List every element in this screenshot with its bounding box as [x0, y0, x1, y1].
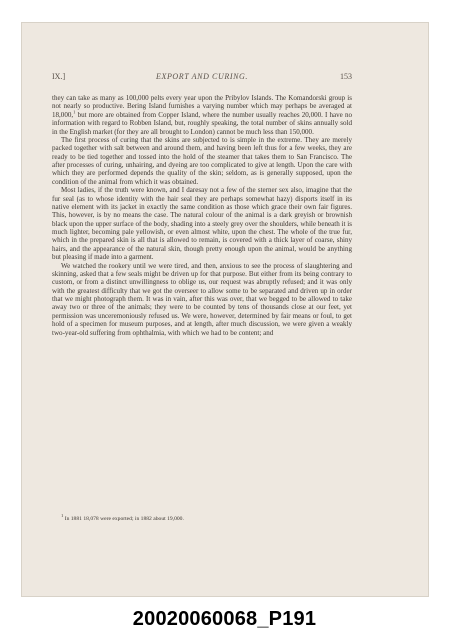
paragraph-3: Most ladies, if the truth were known, and I daresay not a few of the sterner sex also, imagine that the fur seal (as to whose identity with the hair seal they are perhaps somewhat hazy) disports itself in its native element with its jacket in exactly the same condition as those which grace their own fair figures. This, however, is by no means the case. The natural colour of the animal is a dark greyish or brownish black upon the upper surface of the body, shading into a steely grey over the shoulders, while beneath it is much lighter, becoming pale yellowish, or even almost white, upon the chest. The whole of the true fur, which in the prepared skin is all that is allowed to remain, is covered with a thick layer of coarse, shiny hairs, and the appearance of the natural skin, though pretty enough upon the animal, would be anything but pleasing if made into a garment. — [52, 186, 352, 262]
footnote-text: In 1881 18,078 were exported; in 1882 about 19,000. — [64, 516, 184, 522]
chapter-marker: IX.] — [52, 72, 66, 81]
footnote-mark: 1 — [61, 513, 64, 519]
paragraph-2: The first process of curing that the skins are subjected to is simple in the extreme. They are merely packed together with salt between and around them, and having been left thus for a few weeks, they are ready to be tied together and tossed into the hold of the steamer that takes them to San Francisco. The after processes of curing, unhairing, and dyeing are too complicated to give at length. Upon the care with which they are performed depends the quality of the skin; seldom, as is generally supposed, upon the condition of the animal from which it was obtained. — [52, 135, 352, 186]
body-text — [52, 94, 352, 337]
paragraph-text: they can take as many as 100,000 pelts every year upon the Pribylov Islands. The Komandorski group is not nearly so productive. Bering Island furnishes a varying number which may perhaps be averaged at 18,000, — [52, 94, 352, 119]
footnote-reference: 1 — [73, 109, 76, 115]
footnote — [52, 513, 352, 523]
paragraph-text-continued: but more are obtained from Copper Island, where the number usually reaches 20,000. I have no information with regard to Robben Island, but, roughly speaking, the total number of skins annually sold in the English market (for they are all brought to London) cannot be much less than 150,000. — [52, 110, 352, 136]
paragraph-1 — [52, 94, 352, 136]
running-title: EXPORT AND CURING. — [155, 72, 249, 81]
running-header — [52, 72, 352, 84]
paragraph-4: We watched the rookery until we were tired, and then, anxious to see the process of slaughtering and skinning, asked that a few seals might be driven up for that purpose. But either from its being contrary to custom, or from a distinct unwillingness to oblige us, our request was abruptly refused; and it was only with the greatest difficulty that we got the overseer to allow some to be separated and driven up in order that we might photograph them. It was in vain, after this was over, that we begged to be allowed to take away two or three of the animals; they were to be counted by tens of thousands close at our feet, yet permission was unceremoniously refused us. We were, however, determined by fair means or foul, to get hold of a specimen for museum purposes, and at length, after much discussion, we were given a weakly two-year-old suffering from ophthalmia, with which we had to be content; and — [52, 261, 352, 337]
image-identifier-caption: 20020060068_P191 — [132, 608, 317, 630]
page-number: 153 — [340, 72, 352, 81]
